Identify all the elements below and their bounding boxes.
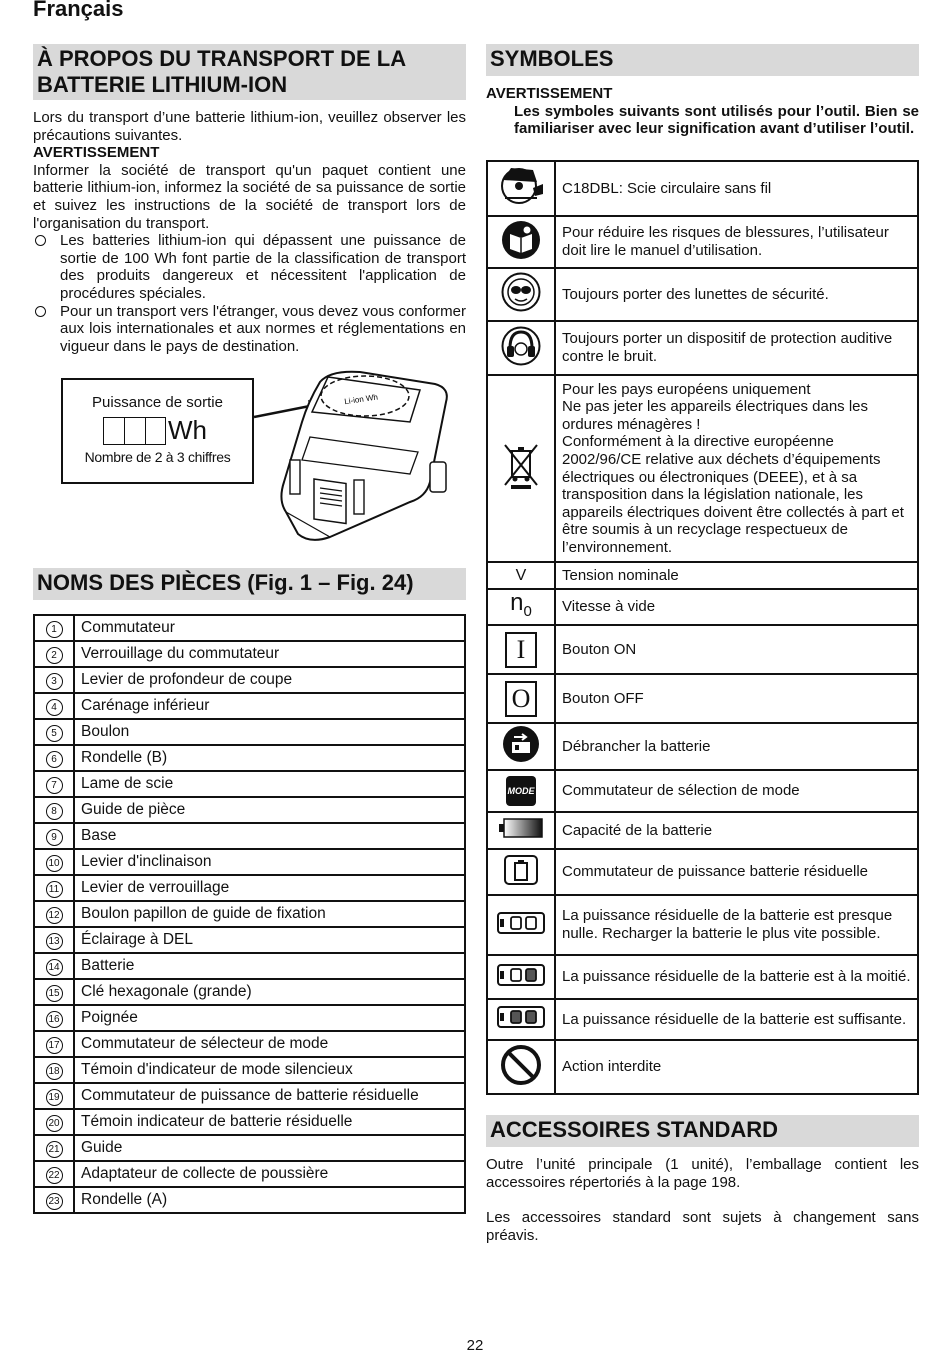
weee-bin-icon bbox=[501, 441, 541, 491]
part-number-cell bbox=[34, 1161, 74, 1187]
symbol-row bbox=[487, 895, 918, 955]
part-number-cell bbox=[34, 641, 74, 667]
part-number-cell bbox=[34, 849, 74, 875]
part-row bbox=[34, 1057, 465, 1083]
part-name: Batterie bbox=[74, 953, 465, 979]
part-number-cell bbox=[34, 693, 74, 719]
transport-intro: Lors du transport d’une batterie lithium-ion, veuillez observer les précautions suivantes. bbox=[33, 109, 466, 144]
symbol-text: Toujours porter des lunettes de sécurité. bbox=[555, 268, 918, 321]
part-number-cell bbox=[34, 1057, 74, 1083]
page-number: 22 bbox=[466, 1337, 484, 1354]
accessories-p1: Outre l’unité principale (1 unité), l’emballage contient les accessoires répertoriés à la page 198. bbox=[486, 1156, 919, 1191]
symbol-text: Commutateur de sélection de mode bbox=[555, 770, 918, 812]
part-number: 1 bbox=[46, 621, 63, 638]
symbol-row bbox=[487, 999, 918, 1040]
symbol-icon-cell bbox=[487, 895, 555, 955]
part-row bbox=[34, 901, 465, 927]
part-number-cell bbox=[34, 875, 74, 901]
part-name: Commutateur de sélecteur de mode bbox=[74, 1031, 465, 1057]
part-number: 6 bbox=[46, 751, 63, 768]
symbol-icon-cell bbox=[487, 723, 555, 770]
part-number: 23 bbox=[46, 1193, 63, 1210]
part-name: Levier d'inclinaison bbox=[74, 849, 465, 875]
part-name: Rondelle (B) bbox=[74, 745, 465, 771]
part-name: Commutateur bbox=[74, 615, 465, 641]
symbol-row bbox=[487, 562, 918, 589]
part-number: 18 bbox=[46, 1063, 63, 1080]
symbol-text: Bouton ON bbox=[555, 625, 918, 674]
part-number: 7 bbox=[46, 777, 63, 794]
part-row bbox=[34, 823, 465, 849]
symbol-icon-cell bbox=[487, 268, 555, 321]
transport-bullet-text: Pour un transport vers l'étranger, vous devez vous conformer aux lois internationales et aux normes et réglementations en vigueur dans le pays de destination. bbox=[60, 302, 466, 355]
transport-warning-label: AVERTISSEMENT bbox=[33, 144, 160, 162]
symbol-icon-cell bbox=[487, 161, 555, 216]
symbol-icon-cell bbox=[487, 849, 555, 895]
symbol-row bbox=[487, 589, 918, 625]
parts-table bbox=[33, 614, 466, 1214]
on-button-icon: I bbox=[505, 632, 537, 668]
accessories-section-title: ACCESSOIRES STANDARD bbox=[486, 1115, 919, 1147]
part-number: 22 bbox=[46, 1167, 63, 1184]
part-number-cell bbox=[34, 979, 74, 1005]
part-number-cell bbox=[34, 745, 74, 771]
part-row bbox=[34, 875, 465, 901]
part-name: Témoin indicateur de batterie résiduelle bbox=[74, 1109, 465, 1135]
battery-switch-icon bbox=[503, 854, 539, 886]
symbol-row bbox=[487, 216, 918, 268]
part-number: 4 bbox=[46, 699, 63, 716]
part-row bbox=[34, 745, 465, 771]
battery-half-icon bbox=[497, 964, 545, 986]
part-name: Éclairage à DEL bbox=[74, 927, 465, 953]
part-name: Commutateur de puissance de batterie résiduelle bbox=[74, 1083, 465, 1109]
symbol-row bbox=[487, 161, 918, 216]
symbol-icon-cell bbox=[487, 770, 555, 812]
part-name: Guide de pièce bbox=[74, 797, 465, 823]
battery-full-icon bbox=[497, 1006, 545, 1028]
symbol-text: Action interdite bbox=[555, 1040, 918, 1094]
part-number-cell bbox=[34, 1187, 74, 1213]
part-row bbox=[34, 667, 465, 693]
symbols-warning-label: AVERTISSEMENT bbox=[486, 85, 613, 102]
part-number: 13 bbox=[46, 933, 63, 950]
symbol-row bbox=[487, 321, 918, 375]
symbol-text: Toujours porter un dispositif de protection auditive contre le bruit. bbox=[555, 321, 918, 375]
part-row bbox=[34, 1031, 465, 1057]
symbol-row bbox=[487, 955, 918, 999]
symbol-text: Tension nominale bbox=[555, 562, 918, 589]
symbol-text-line: Ne pas jeter les appareils électriques dans les ordures ménagères ! bbox=[562, 398, 868, 433]
symbol-text-line: Pour les pays européens uniquement bbox=[562, 380, 811, 398]
symbol-text: Bouton OFF bbox=[555, 674, 918, 723]
transport-body bbox=[33, 109, 466, 355]
part-row bbox=[34, 693, 465, 719]
part-row bbox=[34, 979, 465, 1005]
transport-warning-text: Informer la société de transport qu'un paquet contient une batterie lithium-ion, informez la société de sa puissance de sortie et suivez les instructions de la société de transport lors de l'organisation du transport. bbox=[33, 161, 466, 232]
part-row bbox=[34, 1109, 465, 1135]
ear-protection-icon bbox=[501, 326, 541, 366]
symbol-icon-cell bbox=[487, 955, 555, 999]
symbols-table bbox=[486, 160, 919, 1095]
symbols-warning-text: Les symboles suivants sont utilisés pour l’outil. Bien se familiariser avec leur signification avant d’utiliser l’outil. bbox=[514, 102, 919, 138]
wh-field bbox=[63, 417, 252, 447]
part-number-cell bbox=[34, 901, 74, 927]
speed-symbol-sub: 0 bbox=[523, 602, 532, 620]
part-name: Adaptateur de collecte de poussière bbox=[74, 1161, 465, 1187]
symbols-section-title: SYMBOLES bbox=[486, 44, 919, 76]
symbol-row bbox=[487, 268, 918, 321]
symbol-text: La puissance résiduelle de la batterie est suffisante. bbox=[555, 999, 918, 1040]
symbol-row bbox=[487, 1040, 918, 1094]
language-header: Français bbox=[33, 0, 124, 21]
symbol-row bbox=[487, 812, 918, 849]
symbol-text: Commutateur de puissance batterie résiduelle bbox=[555, 849, 918, 895]
part-name: Clé hexagonale (grande) bbox=[74, 979, 465, 1005]
part-number: 8 bbox=[46, 803, 63, 820]
symbol-text: La puissance résiduelle de la batterie est à la moitié. bbox=[555, 955, 918, 999]
part-name: Guide bbox=[74, 1135, 465, 1161]
part-name: Verrouillage du commutateur bbox=[74, 641, 465, 667]
part-row bbox=[34, 1135, 465, 1161]
part-number-cell bbox=[34, 797, 74, 823]
part-row bbox=[34, 1161, 465, 1187]
battery-empty-icon bbox=[497, 912, 545, 934]
off-button-icon: O bbox=[505, 681, 537, 717]
part-number-cell bbox=[34, 1083, 74, 1109]
part-row bbox=[34, 1187, 465, 1213]
part-number-cell bbox=[34, 1135, 74, 1161]
part-number-cell bbox=[34, 953, 74, 979]
part-number: 14 bbox=[46, 959, 63, 976]
voltage-symbol: V bbox=[487, 562, 555, 589]
symbol-text: Pour réduire les risques de blessures, l’utilisateur doit lire le manuel d’utilisation. bbox=[555, 216, 918, 268]
symbol-icon-cell bbox=[487, 674, 555, 723]
part-number-cell bbox=[34, 771, 74, 797]
transport-title-line2: BATTERIE LITHIUM-ION bbox=[37, 72, 288, 97]
part-row bbox=[34, 1005, 465, 1031]
mode-switch-icon: MODE bbox=[506, 776, 536, 806]
symbol-icon-cell bbox=[487, 812, 555, 849]
no-load-speed-symbol bbox=[487, 589, 555, 625]
part-name: Lame de scie bbox=[74, 771, 465, 797]
symbol-icon-cell bbox=[487, 1040, 555, 1094]
symbol-text: Capacité de la batterie bbox=[555, 812, 918, 849]
transport-title-line1: À PROPOS DU TRANSPORT DE LA bbox=[37, 46, 407, 71]
symbol-icon-cell bbox=[487, 321, 555, 375]
part-number-cell bbox=[34, 927, 74, 953]
part-number: 3 bbox=[46, 673, 63, 690]
symbol-text-multiline bbox=[555, 375, 918, 562]
part-row bbox=[34, 615, 465, 641]
part-number-cell bbox=[34, 615, 74, 641]
part-number: 20 bbox=[46, 1115, 63, 1132]
part-number-cell bbox=[34, 667, 74, 693]
symbol-row bbox=[487, 375, 918, 562]
part-number-cell bbox=[34, 823, 74, 849]
symbol-row bbox=[487, 770, 918, 812]
transport-bullet bbox=[33, 232, 466, 302]
symbol-icon-cell bbox=[487, 375, 555, 562]
symbol-text: Vitesse à vide bbox=[555, 589, 918, 625]
symbol-icon-cell bbox=[487, 999, 555, 1040]
symbol-row bbox=[487, 625, 918, 674]
part-name: Levier de profondeur de coupe bbox=[74, 667, 465, 693]
part-number-cell bbox=[34, 1005, 74, 1031]
symbol-row bbox=[487, 674, 918, 723]
part-number: 21 bbox=[46, 1141, 63, 1158]
digits-note: Nombre de 2 à 3 chiffres bbox=[84, 449, 231, 465]
part-row bbox=[34, 1083, 465, 1109]
part-number: 11 bbox=[46, 881, 63, 898]
prohibited-icon bbox=[500, 1044, 542, 1086]
part-number: 15 bbox=[46, 985, 63, 1002]
part-number: 5 bbox=[46, 725, 63, 742]
symbol-row bbox=[487, 849, 918, 895]
svg-text:Li-ion Wh: Li-ion Wh bbox=[343, 392, 379, 407]
part-number: 19 bbox=[46, 1089, 63, 1106]
part-row bbox=[34, 797, 465, 823]
transport-bullet bbox=[33, 303, 466, 356]
digit-boxes bbox=[103, 417, 166, 445]
output-power-label-box bbox=[61, 378, 254, 484]
symbol-icon-cell bbox=[487, 216, 555, 268]
part-name: Levier de verrouillage bbox=[74, 875, 465, 901]
symbol-text: La puissance résiduelle de la batterie est presque nulle. Recharger la batterie le plus vite possible. bbox=[555, 895, 918, 955]
part-row bbox=[34, 927, 465, 953]
wh-unit: Wh bbox=[168, 415, 207, 445]
battery-capacity-icon bbox=[498, 817, 544, 839]
part-name: Poignée bbox=[74, 1005, 465, 1031]
part-row bbox=[34, 719, 465, 745]
circular-saw-icon bbox=[497, 164, 545, 208]
symbol-text: Débrancher la batterie bbox=[555, 723, 918, 770]
symbol-text-line: Conformément à la directive européenne 2002/96/CE relative aux déchets d’équipements électriques ou électroniques (DEEE), et à sa transposition dans la législation nationale, les appareils électriques doivent être collectés à part et être soumis à un recyclage respectueux de l’environnement. bbox=[562, 433, 904, 556]
part-row bbox=[34, 849, 465, 875]
part-name: Boulon bbox=[74, 719, 465, 745]
speed-symbol-n: n bbox=[510, 588, 524, 616]
symbol-icon-cell bbox=[487, 625, 555, 674]
part-name: Carénage inférieur bbox=[74, 693, 465, 719]
part-number: 12 bbox=[46, 907, 63, 924]
transport-bullet-text: Les batteries lithium-ion qui dépassent une puissance de sortie de 100 Wh font partie de la classification de transport des produits dangereux et nécessitent l'application de procédures spéciales. bbox=[60, 232, 466, 302]
symbol-row bbox=[487, 723, 918, 770]
part-number: 17 bbox=[46, 1037, 63, 1054]
part-number-cell bbox=[34, 1031, 74, 1057]
part-name: Témoin d'indicateur de mode silencieux bbox=[74, 1057, 465, 1083]
part-number: 2 bbox=[46, 647, 63, 664]
disconnect-battery-icon bbox=[502, 725, 540, 763]
part-number: 9 bbox=[46, 829, 63, 846]
part-name: Base bbox=[74, 823, 465, 849]
parts-section-title: NOMS DES PIÈCES (Fig. 1 – Fig. 24) bbox=[33, 568, 466, 600]
part-row bbox=[34, 771, 465, 797]
part-number-cell bbox=[34, 1109, 74, 1135]
part-name: Rondelle (A) bbox=[74, 1187, 465, 1213]
safety-glasses-icon bbox=[501, 272, 541, 312]
transport-section-title bbox=[33, 44, 466, 100]
accessories-p2: Les accessoires standard sont sujets à changement sans préavis. bbox=[486, 1209, 919, 1244]
part-name: Boulon papillon de guide de fixation bbox=[74, 901, 465, 927]
part-number: 16 bbox=[46, 1011, 63, 1028]
part-number-cell bbox=[34, 719, 74, 745]
battery-pack-illustration bbox=[250, 362, 460, 557]
part-number: 10 bbox=[46, 855, 63, 872]
part-row bbox=[34, 953, 465, 979]
symbols-warning bbox=[486, 85, 919, 138]
symbol-text: C18DBL: Scie circulaire sans fil bbox=[555, 161, 918, 216]
read-manual-icon bbox=[501, 220, 541, 260]
output-power-label: Puissance de sortie bbox=[92, 394, 223, 411]
part-row bbox=[34, 641, 465, 667]
